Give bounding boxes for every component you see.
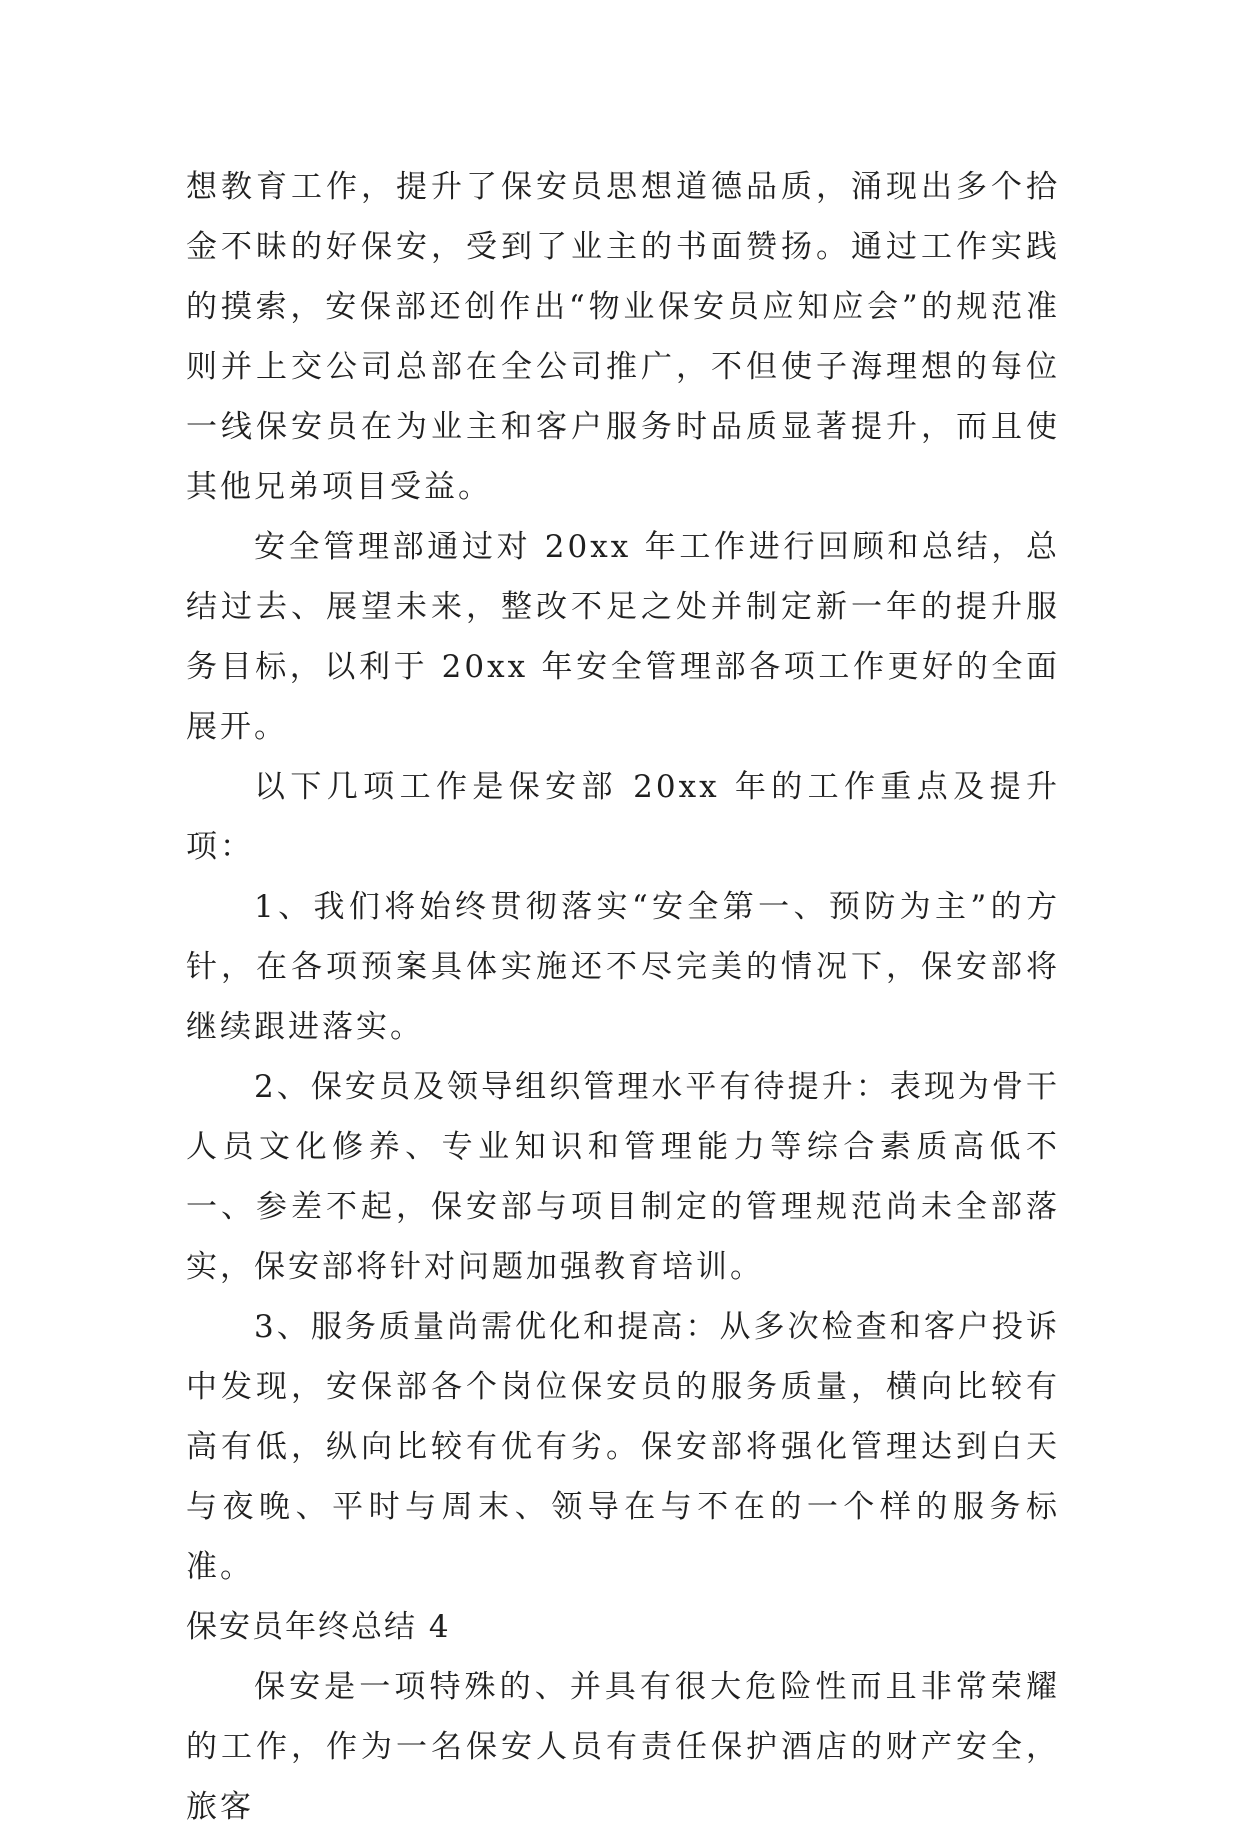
document-body (186, 157, 1060, 1837)
paragraph-item-2: 2、保安员及领导组织管理水平有待提升：表现为骨干人员文化修养、专业知识和管理能力等综合素质高低不一、参差不起，保安部与项目制定的管理规范尚未全部落实，保安部将针对问题加强教育培训。 (186, 1069, 1060, 1285)
paragraph-focus-intro: 以下几项工作是保安部 20xx 年的工作重点及提升项： (186, 769, 1060, 865)
paragraph-item-1: 1、我们将始终贯彻落实“安全第一、预防为主”的方针，在各项预案具体实施还不尽完美的情况下，保安部将继续跟进落实。 (186, 889, 1060, 1045)
paragraph-section-4-opening: 保安是一项特殊的、并具有很大危险性而且非常荣耀的工作，作为一名保安人员有责任保护酒店的财产安全，旅客 (186, 1669, 1060, 1825)
section-heading: 保安员年终总结 4 (186, 1609, 451, 1645)
paragraph-item-3: 3、服务质量尚需优化和提高：从多次检查和客户投诉中发现，安保部各个岗位保安员的服务质量，横向比较有高有低，纵向比较有优有劣。保安部将强化管理达到白天与夜晚、平时与周末、领导在与不在的一个样的服务标准。 (186, 1309, 1060, 1585)
paragraph-continuation: 想教育工作，提升了保安员思想道德品质，涌现出多个拾金不昧的好保安，受到了业主的书面赞扬。通过工作实践的摸索，安保部还创作出“物业保安员应知应会”的规范准则并上交公司总部在全公司推广，不但使子海理想的每位一线保安员在为业主和客户服务时品质显著提升，而且使其他兄弟项目受益。 (186, 169, 1060, 505)
paragraph-review-summary: 安全管理部通过对 20xx 年工作进行回顾和总结，总结过去、展望未来，整改不足之处并制定新一年的提升服务目标，以利于 20xx 年安全管理部各项工作更好的全面展开。 (186, 529, 1060, 745)
